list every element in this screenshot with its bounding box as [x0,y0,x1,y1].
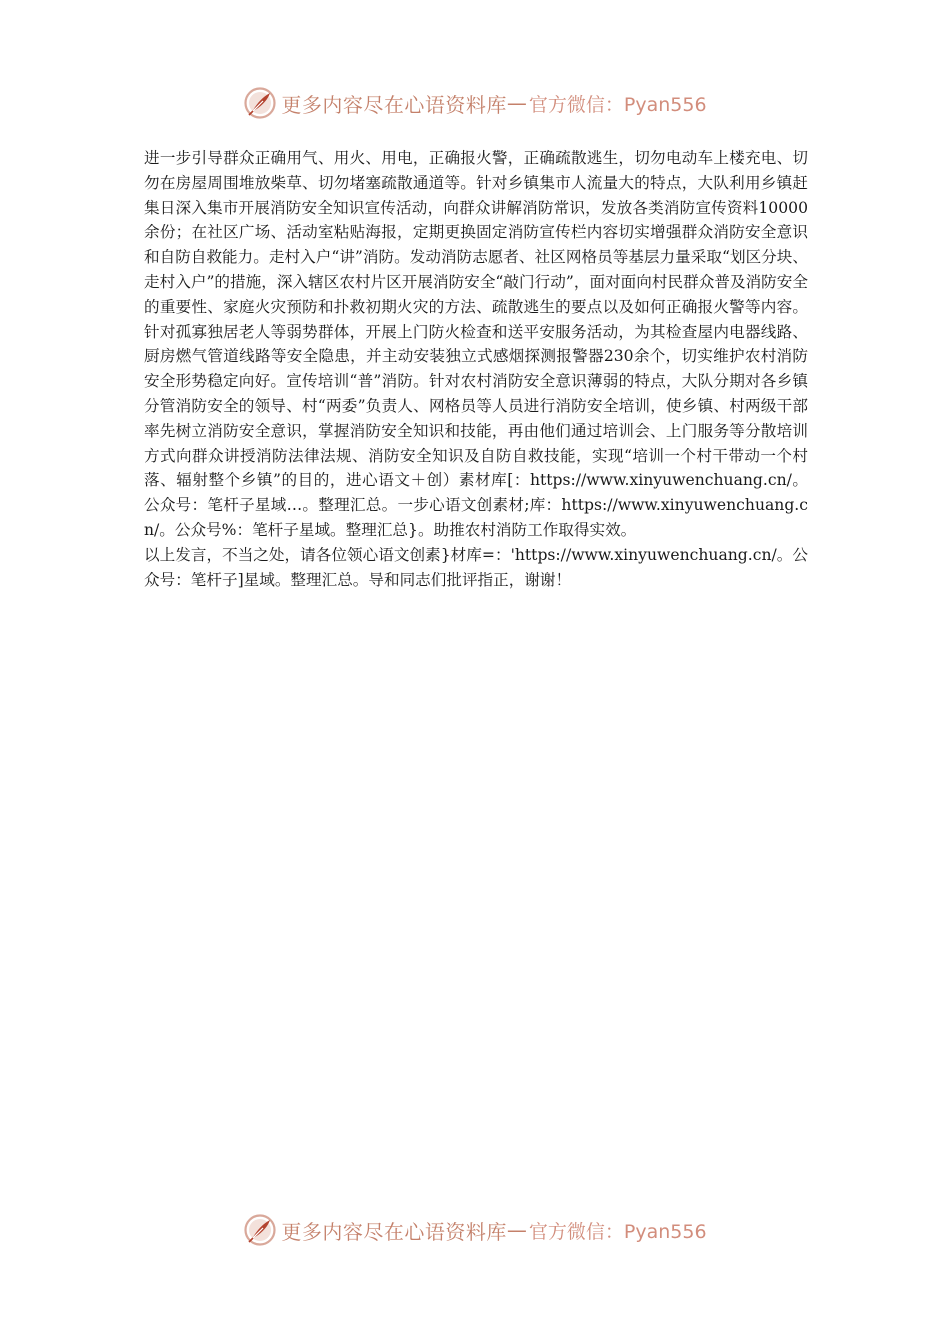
header-banner [0,83,950,123]
footer-banner [0,1210,950,1250]
banner-separator: — [506,91,527,115]
banner-title: 更多内容尽在心语资料库 [281,1219,507,1244]
quill-logo-icon [243,1213,277,1247]
quill-logo-icon [243,86,277,120]
closing-paragraph: 以上发言，不当之处，请各位领心语文创素}材库=：'https://www.xinyuwenchuang.cn/。公众号：笔杆子]星域。整理汇总。导和同志们批评指正，谢谢！ [144,545,808,589]
document-body [144,146,808,592]
banner-separator: — [506,1218,527,1242]
wechat-label: 官方微信：Pyan556 [528,93,707,116]
body-paragraph: 进一步引导群众正确用气、用火、用电，正确报火警，正确疏散逃生，切勿电动车上楼充电、切勿在房屋周围堆放柴草、切勿堵塞疏散通道等。针对乡镇集市人流量大的特点，大队利用乡镇赶集日深入集市开展消防安全知识宣传活动，向群众讲解消防常识，发放各类消防宣传资料10000余份；在社区广场、活动室粘贴海报，定期更换固定消防宣传栏内容切实增强群众消防安全意识和自防自救能力。走村入户“讲”消防。发动消防志愿者、社区网格员等基层力量采取“划区分块、走村入户”的措施，深入辖区农村片区开展消防安全“敲门行动”，面对面向村民群众普及消防安全的重要性、家庭火灾预防和扑救初期火灾的方法、疏散逃生的要点以及如何正确报火警等内容。针对孤寡独居老人等弱势群体，开展上门防火检查和送平安服务活动，为其检查屋内电器线路、厨房燃气管道线路等安全隐患，并主动安装独立式感烟探测报警器230余个，切实维护农村消防安全形势稳定向好。宣传培训“普”消防。针对农村消防安全意识薄弱的特点，大队分期对各乡镇分管消防安全的领导、村“两委”负责人、网格员等人员进行消防安全培训，使乡镇、村两级干部率先树立消防安全意识，掌握消防安全知识和技能，再由他们通过培训会、上门服务等分散培训方式向群众讲授消防法律法规、消防安全知识及自防自救技能，实现“培训一个村干带动一个村落、辐射整个乡镇”的目的，进心语文＋创）素材库[：https://www.xinyuwenchuang.cn/。公众号：笔杆子星域…。整理汇总。一步心语文创素材;库：https://www.xinyuwenchuang.cn/。公众号%：笔杆子星域。整理汇总}。助推农村消防工作取得实效。 [144,149,808,539]
banner-title: 更多内容尽在心语资料库 [281,92,507,117]
wechat-label: 官方微信：Pyan556 [528,1220,707,1243]
